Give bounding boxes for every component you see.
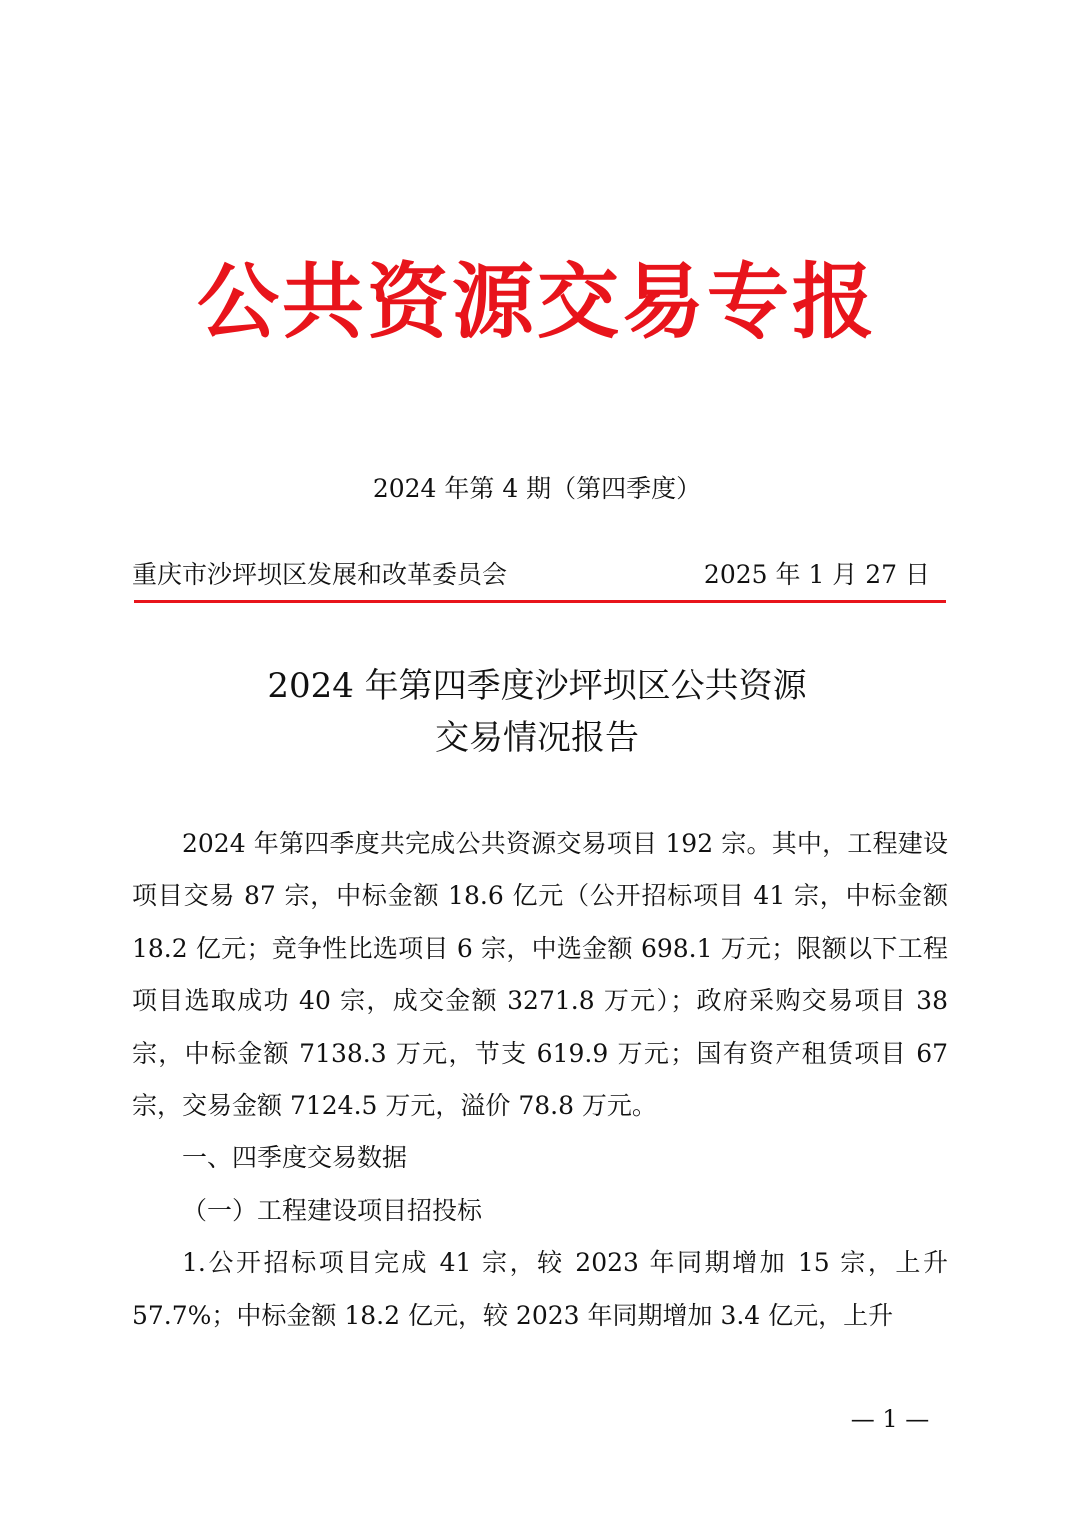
subsection-heading: （一）工程建设项目招投标	[182, 1195, 483, 1225]
page-number: — 1 —	[850, 1405, 930, 1433]
summary-paragraph: 2024 年第四季度共完成公共资源交易项目 192 宗。其中，工程建设项目交易 87 宗，中标金额 18.6 亿元（公开招标项目 41 宗，中标金额 18.2 亿元；竞争性比选项目 6 宗，中选金额 698.1 万元；限额以下工程项目选取成功 40 宗，成交金额 3271.8 万元）；政府采购交易项目 38 宗，中标金额 7138.3 万元，节支 619.9 万元；国有资产租赁项目 67 宗，交易金额 7124.5 万元，溢价 78.8 万元。	[132, 829, 948, 1121]
issue-date: 2025 年 1 月 27 日	[703, 560, 930, 589]
report-body	[132, 818, 948, 1342]
section-heading: 一、四季度交易数据	[182, 1143, 408, 1173]
issue-number: 2024 年第 4 期（第四季度）	[372, 474, 702, 503]
report-title-line-2: 交易情况报告	[435, 718, 639, 758]
masthead-title: 公共资源交易专报	[196, 255, 877, 350]
report-title	[0, 660, 1074, 764]
issuer-name: 重庆市沙坪坝区发展和改革委员会	[132, 560, 508, 589]
report-title-line-1: 2024 年第四季度沙坪坝区公共资源	[267, 666, 807, 706]
detail-paragraph: 1.公开招标项目完成 41 宗，较 2023 年同期增加 15 宗，上升 57.7%；中标金额 18.2 亿元，较 2023 年同期增加 3.4 亿元，上升	[132, 1248, 948, 1330]
red-divider	[134, 600, 946, 603]
